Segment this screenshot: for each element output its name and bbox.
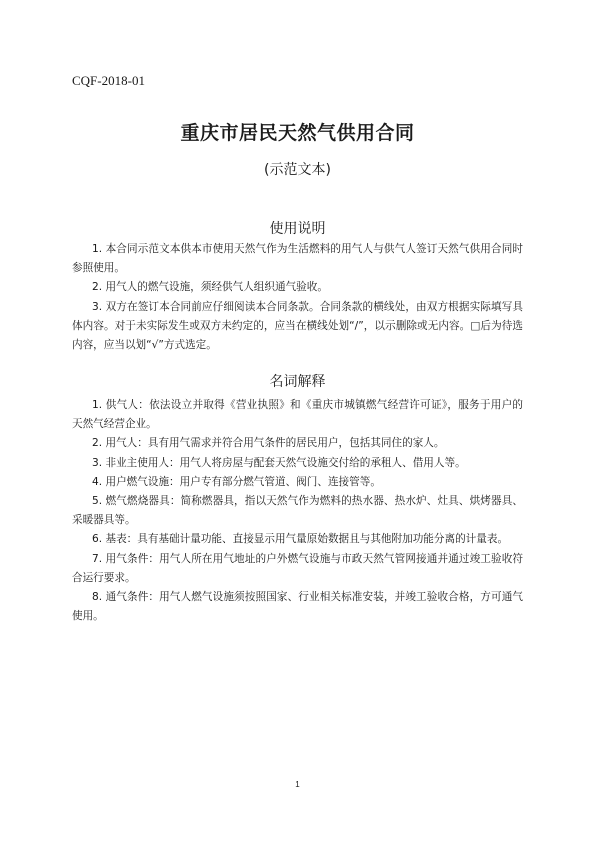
- term-item-7: 7. 用气条件：用气人所在用气地址的户外燃气设施与市政天然气管网接通并通过竣工验收符合运行要求。: [72, 552, 523, 584]
- usage-item-1: 1. 本合同示范文本供本市使用天然气作为生活燃料的用气人与供气人签订天然气供用合同时参照使用。: [72, 243, 523, 275]
- terms-heading: 名词解释: [269, 374, 326, 390]
- document-subtitle: (示范文本): [264, 162, 331, 178]
- term-item-3: 3. 非业主使用人：用气人将房屋与配套天然气设施交付给的承租人、借用人等。: [92, 456, 466, 469]
- term-item-5: 5. 燃气燃烧器具：简称燃器具，指以天然气作为燃料的热水器、热水炉、灶具、烘烤器具、采暖器具等。: [72, 495, 523, 527]
- document-title: 重庆市居民天然气供用合同: [180, 122, 415, 144]
- term-item-4: 4. 用户燃气设施：用户专有部分燃气管道、阀门、连接管等。: [92, 475, 381, 488]
- document-code: CQF-2018-01: [72, 73, 145, 88]
- usage-item-3: 3. 双方在签订本合同前应仔细阅读本合同条款。合同条款的横线处，由双方根据实际填写具体内容。对于未实际发生或双方未约定的，应当在横线处划“/”，以示删除或无内容。□后为待选内容，应当以划“√”方式选定。: [72, 300, 523, 352]
- term-item-1: 1. 供气人：依法设立并取得《营业执照》和《重庆市城镇燃气经营许可证》，服务于用户的天然气经营企业。: [72, 399, 523, 431]
- term-item-2: 2. 用气人：具有用气需求并符合用气条件的居民用户，包括其同住的家人。: [92, 437, 445, 450]
- terms-section: [72, 396, 523, 626]
- usage-section: [72, 240, 523, 355]
- usage-heading: 使用说明: [269, 221, 326, 237]
- term-item-6: 6. 基表：具有基础计量功能、直接显示用气量原始数据且与其他附加功能分离的计量表。: [92, 533, 509, 546]
- term-item-8: 8. 通气条件：用气人燃气设施须按照国家、行业相关标准安装，并竣工验收合格，方可通气使用。: [72, 591, 523, 623]
- page-number: 1: [295, 780, 300, 789]
- usage-item-2: 2. 用气人的燃气设施，须经供气人组织通气验收。: [92, 281, 328, 294]
